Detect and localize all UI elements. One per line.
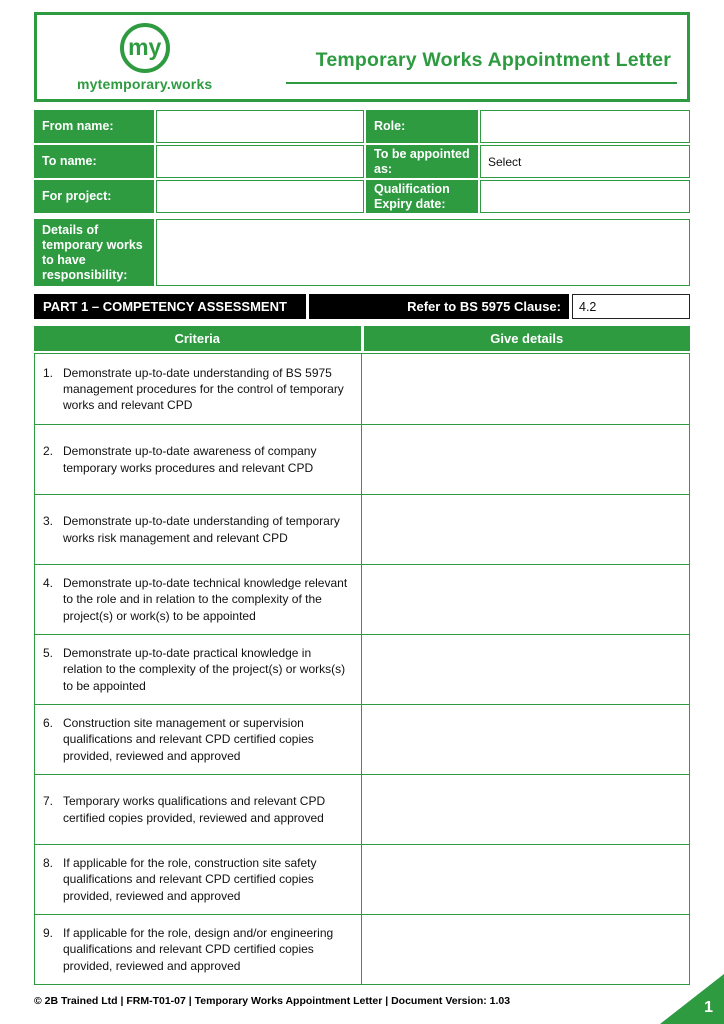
- part1-bar: [34, 294, 690, 319]
- page-title: Temporary Works Appointment Letter: [315, 48, 671, 71]
- clause-input[interactable]: 4.2: [572, 294, 690, 319]
- table-row: [35, 634, 689, 704]
- criteria-number: 7.: [43, 794, 54, 809]
- details-label: Details of temporary works to have responsibility:: [34, 219, 154, 286]
- criteria-number: 9.: [43, 926, 54, 941]
- details-cell[interactable]: [362, 425, 689, 494]
- criteria-text: Demonstrate up-to-date understanding of temporary works risk management and relevant CPD: [63, 514, 340, 545]
- page-corner-triangle: [660, 974, 724, 1024]
- table-row: [35, 704, 689, 774]
- details-cell[interactable]: [362, 705, 689, 774]
- criteria-number: 5.: [43, 646, 54, 661]
- give-details-column-header: Give details: [364, 326, 691, 351]
- page-number: 1: [704, 999, 713, 1016]
- table-row: [35, 494, 689, 564]
- criteria-cell: [35, 775, 362, 844]
- details-input[interactable]: [156, 219, 690, 286]
- criteria-column-header: Criteria: [34, 326, 361, 351]
- criteria-number: 4.: [43, 576, 54, 591]
- criteria-text: Temporary works qualifications and relevant CPD certified copies provided, reviewed and approved: [63, 794, 326, 825]
- details-cell[interactable]: [362, 775, 689, 844]
- criteria-table-header: [34, 326, 690, 351]
- criteria-number: 1.: [43, 365, 54, 380]
- appointment-form: [34, 110, 690, 213]
- criteria-cell: [35, 915, 362, 984]
- role-input[interactable]: [480, 110, 690, 143]
- header: [34, 12, 690, 102]
- brand-name: mytemporary.works: [77, 75, 213, 92]
- title-underline: [286, 31, 677, 84]
- table-row: [35, 424, 689, 494]
- appointed-as-label: To be appointed as:: [366, 145, 478, 178]
- details-cell[interactable]: [362, 565, 689, 634]
- to-name-input[interactable]: [156, 145, 364, 178]
- qual-expiry-label: Qualification Expiry date:: [366, 180, 478, 213]
- criteria-cell: [35, 495, 362, 564]
- details-cell[interactable]: [362, 845, 689, 914]
- criteria-number: 8.: [43, 856, 54, 871]
- criteria-text: Demonstrate up-to-date understanding of BS 5975 management procedures for the control of temporary works and relevant CPD: [63, 365, 344, 413]
- criteria-text: Demonstrate up-to-date technical knowledge relevant to the role and in relation to the complexity of the project(s) or work(s) to be appointed: [63, 576, 348, 623]
- from-name-label: From name:: [34, 110, 154, 143]
- to-name-label: To name:: [34, 145, 154, 178]
- criteria-text: Demonstrate up-to-date awareness of company temporary works procedures and relevant CPD: [63, 444, 317, 475]
- details-cell[interactable]: [362, 495, 689, 564]
- details-cell[interactable]: [362, 915, 689, 984]
- criteria-text: Construction site management or supervision qualifications and relevant CPD certified copies provided, reviewed and approved: [63, 716, 314, 763]
- table-row: [35, 564, 689, 634]
- for-project-label: For project:: [34, 180, 154, 213]
- criteria-cell: [35, 565, 362, 634]
- criteria-cell: [35, 845, 362, 914]
- logo-text: my: [128, 34, 162, 60]
- criteria-table: [34, 353, 690, 985]
- table-row: [35, 844, 689, 914]
- role-label: Role:: [366, 110, 478, 143]
- appointed-as-select[interactable]: Select: [480, 145, 690, 178]
- for-project-input[interactable]: [156, 180, 364, 213]
- criteria-text: Demonstrate up-to-date practical knowledge in relation to the complexity of the project(s) or works(s) to be appointed: [63, 646, 346, 693]
- criteria-number: 6.: [43, 716, 54, 731]
- table-row: [35, 354, 689, 424]
- footer: [34, 995, 690, 1007]
- criteria-text: If applicable for the role, construction site safety qualifications and relevant CPD certified copies provided, reviewed and approved: [63, 856, 317, 903]
- qual-expiry-input[interactable]: [480, 180, 690, 213]
- criteria-cell: [35, 354, 362, 424]
- part1-title: PART 1 – COMPETENCY ASSESSMENT: [34, 294, 306, 319]
- criteria-number: 2.: [43, 444, 54, 459]
- details-row: [34, 219, 690, 286]
- table-row: [35, 914, 689, 984]
- refer-clause-label: Refer to BS 5975 Clause:: [309, 294, 569, 319]
- table-row: [35, 774, 689, 844]
- criteria-number: 3.: [43, 514, 54, 529]
- details-cell[interactable]: [362, 354, 689, 424]
- footer-text: © 2B Trained Ltd | FRM-T01-07 | Temporary Works Appointment Letter | Document Version: 1.03: [34, 995, 511, 1007]
- criteria-cell: [35, 705, 362, 774]
- criteria-cell: [35, 635, 362, 704]
- brand-logo: [77, 23, 212, 92]
- criteria-text: If applicable for the role, design and/or engineering qualifications and relevant CPD certified copies provided, reviewed and approved: [63, 926, 334, 973]
- my-logo-icon: [120, 23, 170, 73]
- details-cell[interactable]: [362, 635, 689, 704]
- from-name-input[interactable]: [156, 110, 364, 143]
- criteria-cell: [35, 425, 362, 494]
